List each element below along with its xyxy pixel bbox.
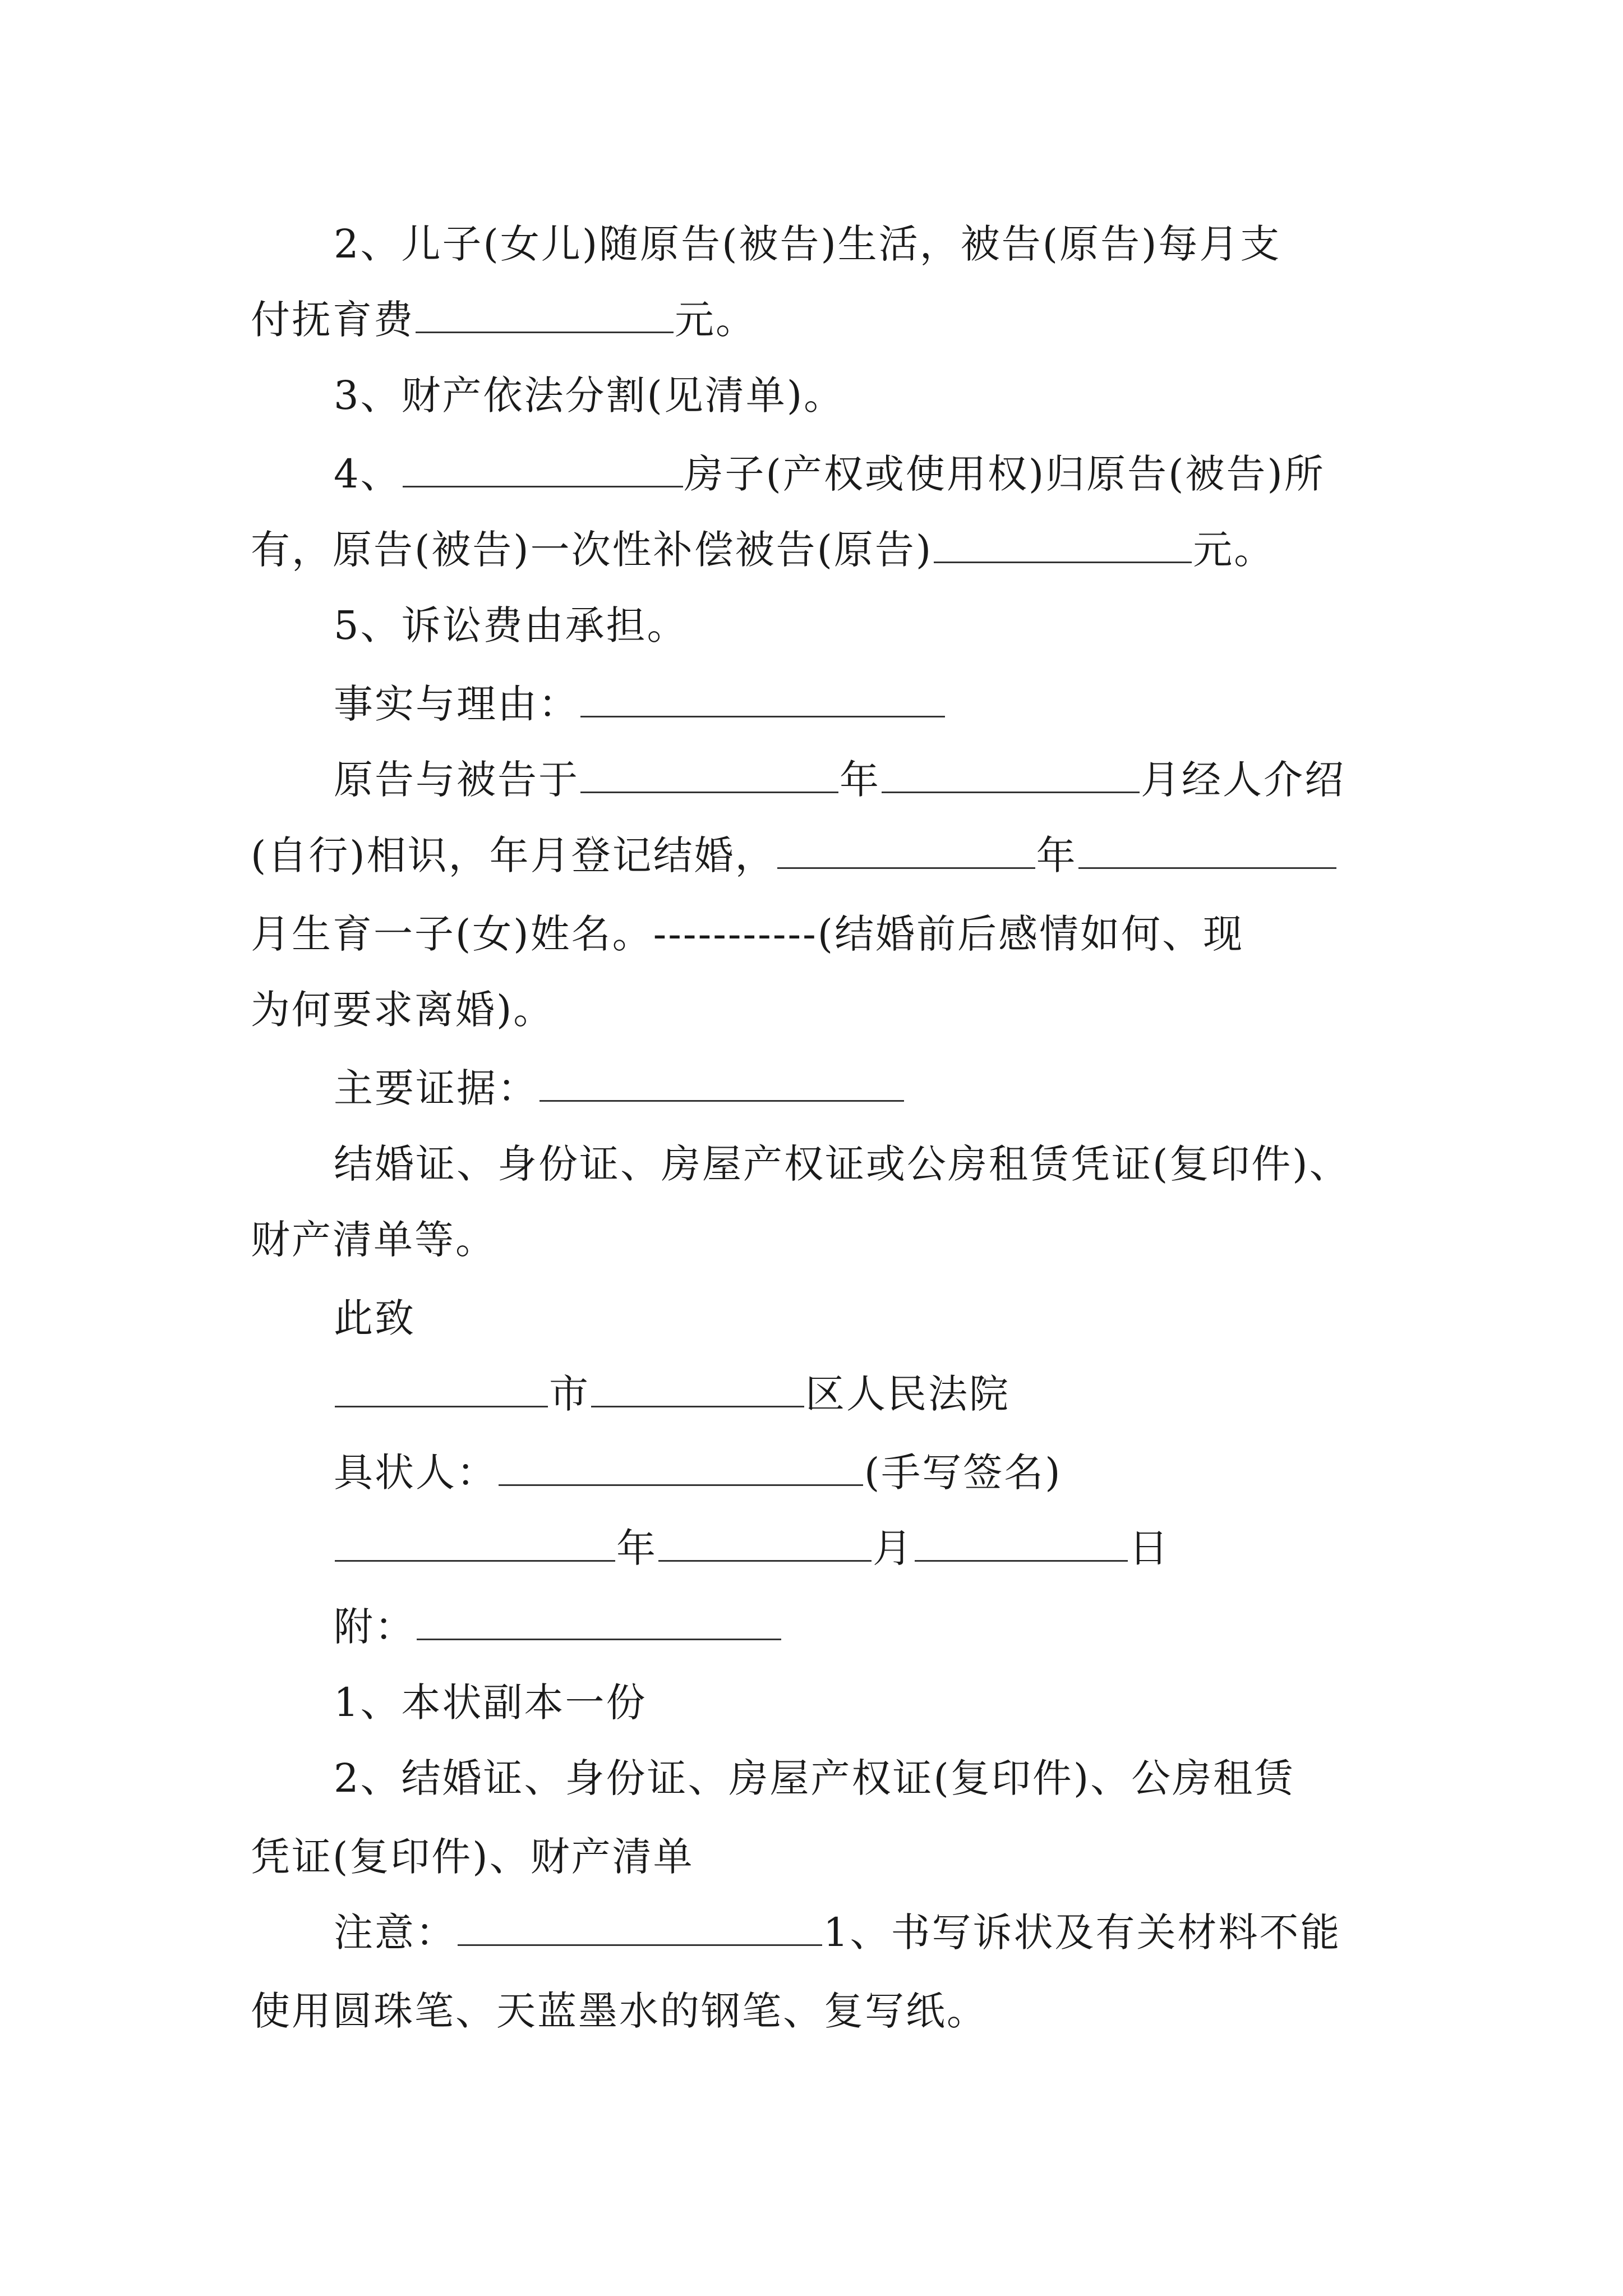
paragraph-line-2 xyxy=(251,280,1428,359)
text-segment: 事实与理由： xyxy=(334,681,579,727)
paragraph-line-21 xyxy=(334,1739,1511,1818)
date-blank-year[interactable] xyxy=(335,1516,615,1562)
text-segment: 年 xyxy=(1036,832,1077,878)
text-segment: 注意： xyxy=(334,1910,457,1955)
paragraph-line-3 xyxy=(334,356,1511,435)
paragraph-line-16 xyxy=(334,1355,1511,1433)
fill-in-blank[interactable] xyxy=(335,1362,548,1407)
paragraph-line-11 xyxy=(251,970,1428,1049)
fill-in-blank[interactable] xyxy=(882,748,1140,793)
text-segment: 使用圆珠笔、天蓝墨水的钢笔、复写纸。 xyxy=(251,1988,988,2034)
date-blank-month[interactable] xyxy=(658,1516,872,1562)
text-segment: 2、结婚证、身份证、房屋产权证(复印件)、公房租赁 xyxy=(334,1755,1295,1801)
paragraph-line-6 xyxy=(334,586,1511,665)
paragraph-line-1 xyxy=(334,205,1511,283)
text-segment: 附： xyxy=(334,1604,416,1650)
text-segment: 凭证(复印件)、财产清单 xyxy=(251,1834,694,1880)
fill-in-blank[interactable] xyxy=(580,748,838,793)
text-segment: 原告与被告于 xyxy=(334,757,579,803)
paragraph-line-10 xyxy=(251,895,1428,973)
paragraph-line-8 xyxy=(334,740,1511,819)
fill-in-blank[interactable] xyxy=(403,442,683,487)
text-segment: 付抚育费 xyxy=(251,297,414,343)
paragraph-line-19 xyxy=(334,1588,1511,1666)
paragraph-line-24 xyxy=(251,1972,1428,2050)
text-segment: 4、 xyxy=(334,451,402,497)
paragraph-line-9 xyxy=(251,816,1428,895)
text-segment: 财产清单等。 xyxy=(251,1217,496,1263)
text-segment: 年 xyxy=(616,1525,657,1571)
fill-in-blank[interactable] xyxy=(416,288,674,333)
text-segment: 此致 xyxy=(334,1295,416,1341)
text-segment: 主要证据： xyxy=(334,1065,538,1111)
signature-blank[interactable] xyxy=(499,1441,863,1486)
paragraph-line-12 xyxy=(334,1049,1511,1128)
paragraph-line-15 xyxy=(334,1279,1511,1358)
text-segment: 日 xyxy=(1129,1525,1170,1571)
paragraph-line-17 xyxy=(334,1433,1511,1512)
paragraph-line-23 xyxy=(334,1893,1511,1972)
fill-in-blank[interactable] xyxy=(417,1595,781,1640)
date-blank-day[interactable] xyxy=(915,1516,1128,1562)
paragraph-line-22 xyxy=(251,1818,1428,1896)
fill-in-blank[interactable] xyxy=(540,1056,904,1102)
text-segment: 年 xyxy=(840,757,880,803)
text-segment: 1、书写诉状及有关材料不能 xyxy=(823,1910,1341,1955)
text-segment: 具状人： xyxy=(334,1450,497,1496)
text-segment: (手写签名) xyxy=(864,1450,1062,1496)
paragraph-line-13 xyxy=(334,1125,1511,1203)
paragraph-line-14 xyxy=(251,1200,1428,1279)
text-segment: 5、诉讼费由承担。 xyxy=(334,602,688,648)
text-segment: 有，原告(被告)一次性补偿被告(原告) xyxy=(251,527,933,573)
fill-in-blank[interactable] xyxy=(777,823,1035,869)
text-segment: 月 xyxy=(873,1525,914,1571)
text-segment: 为何要求离婚)。 xyxy=(251,987,555,1033)
text-segment: 3、财产依法分割(见清单)。 xyxy=(334,372,845,418)
text-segment: 元。 xyxy=(1193,527,1275,573)
text-segment: 元。 xyxy=(675,297,757,343)
paragraph-line-7 xyxy=(334,665,1511,743)
paragraph-line-4 xyxy=(334,435,1511,513)
text-segment: 2、儿子(女儿)随原告(被告)生活，被告(原告)每月支 xyxy=(334,221,1281,267)
text-segment: 月生育一子(女)姓名。-----------(结婚前后感情如何、现 xyxy=(251,911,1244,957)
paragraph-line-18 xyxy=(334,1509,1511,1588)
text-segment: 结婚证、身份证、房屋产权证或公房租赁凭证(复印件)、 xyxy=(334,1141,1350,1187)
fill-in-blank[interactable] xyxy=(580,672,945,717)
text-segment: 市 xyxy=(549,1371,590,1417)
text-segment: 房子(产权或使用权)归原告(被告)所 xyxy=(684,451,1325,497)
text-segment: (自行)相识，年月登记结婚， xyxy=(251,832,776,878)
paragraph-line-5 xyxy=(251,510,1428,589)
fill-in-blank[interactable] xyxy=(458,1901,822,1946)
fill-in-blank[interactable] xyxy=(591,1362,804,1407)
text-segment: 月经人介绍 xyxy=(1141,757,1345,803)
fill-in-blank[interactable] xyxy=(934,518,1192,563)
paragraph-line-20 xyxy=(334,1663,1511,1742)
text-segment: 1、本状副本一份 xyxy=(334,1680,647,1726)
text-segment: 区人民法院 xyxy=(805,1371,1010,1417)
fill-in-blank[interactable] xyxy=(1078,823,1336,869)
